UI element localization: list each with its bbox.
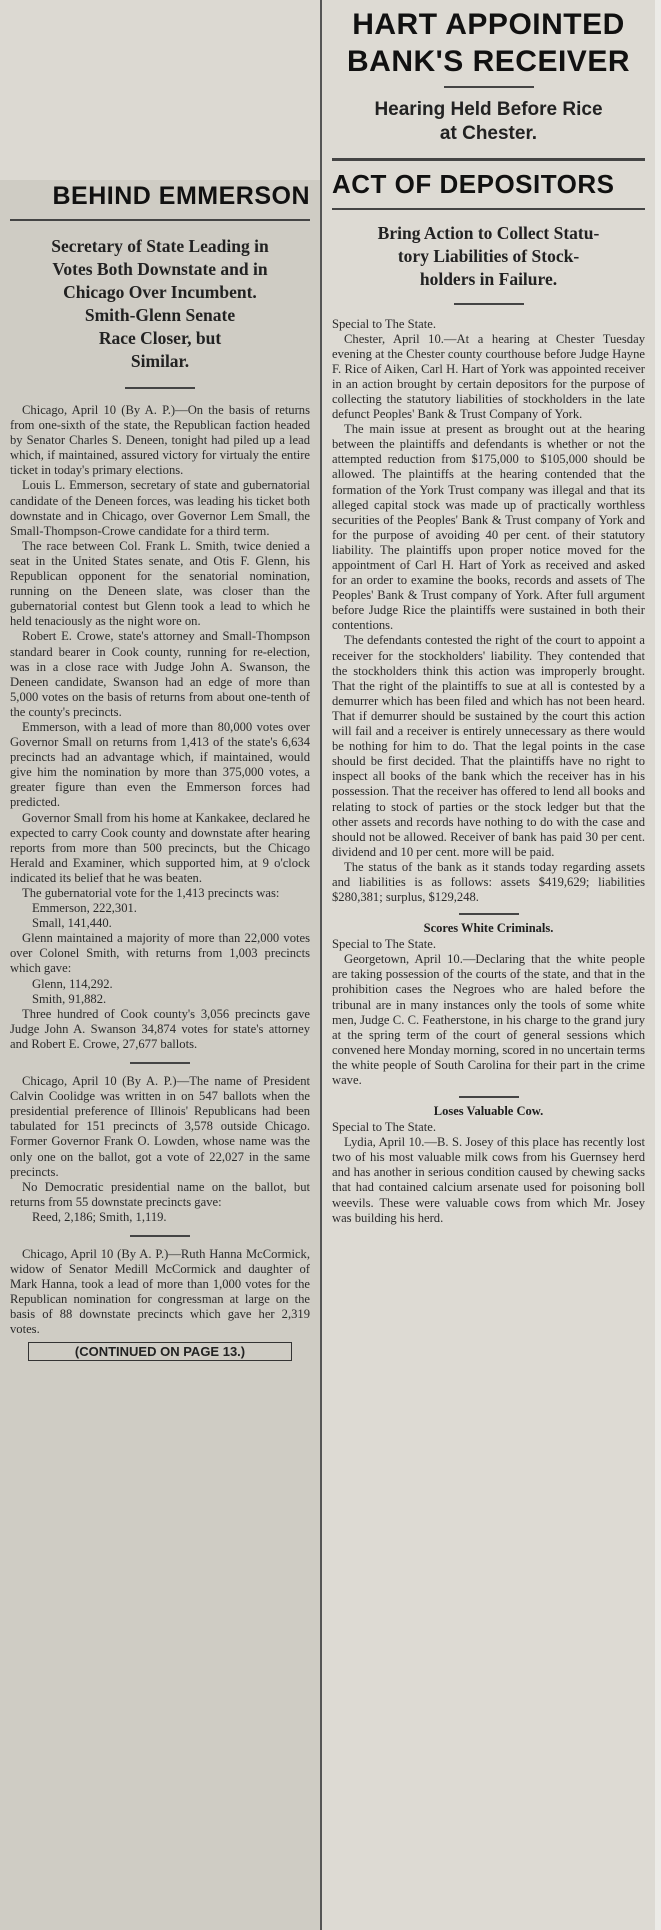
headline-act-of-depositors: ACT OF DEPOSITORS: [332, 168, 615, 199]
headline-hart-appointed: HART APPOINTED: [352, 8, 625, 41]
subhead-line-1: Hearing Held Before Rice: [374, 99, 603, 120]
story-paragraph: Chicago, April 10 (By A. P.)—On the basis of returns from one-sixth of the state, the Republican faction headed by Senator Charles S. Deneen, tonight had piled up a lead which, if maintained, assured victory for virtualy the entire ticket in today's primary elections.: [10, 403, 310, 478]
vote-line: Emmerson, 222,301.: [32, 901, 137, 916]
story-paragraph: The defendants contested the right of the court to appoint a receiver for the stockholders' liability. They contended that the stockholders think this action was improperly brought. That the right of the plaintiffs to sue at all is contested by a demurrer which has been filed and which has not been heard. That if demurrer should be sustained by the court this action will fail and a receiver is entirely unnecessary as there would be nothing for him to do. That the legal points in the case should be first decided. That the plaintiffs have no right to inspect all books of the bank which the receiver has in his possession. That the receiver has offered to lend all books and relating to stock of parties or the stock ledger but that the other assets and records have nothing to do with the case and should not be allowed. Receiver of bank has paid 30 per cent. dividend and 10 per cent. more will be paid.: [332, 633, 645, 859]
vote-line: Glenn, 114,292.: [32, 976, 113, 991]
deck-line-1: Secretary of State Leading in: [51, 236, 269, 256]
column-rule: [320, 0, 322, 1930]
right-column: [320, 0, 655, 1930]
story-paragraph: Georgetown, April 10.—Declaring that the white people are taking possession of the courts of the state, and that in the prohibition cases the Negroes who are haled before the tribunal are in many instances only the tools of some white men, Judge C. C. Featherstone, in his charge to the grand jury at the spring term of the court of general sessions which convened here Monday morning, scored in no uncertain terms the white people of South Carolina for their part in the crime wave.: [332, 952, 645, 1087]
story-paragraph: Chicago, April 10 (By A. P.)—Ruth Hanna McCormick, widow of Senator Medill McCormick and daughter of Mark Hanna, took a lead of more than 1,000 votes for the Republican nomination for congressman at large on the basis of 88 downstate precincts which gave her 2,319 votes.: [10, 1246, 310, 1337]
dateline-special: Special to The State.: [332, 1120, 436, 1135]
story-paragraph: Emmerson, with a lead of more than 80,000 votes over Governor Small on returns from 1,413 of the state's 6,634 precincts had an advantage which, if maintained, would give him the nomination by more than 375,000 votes, a greater figure than even the Emmerson forces had predicted.: [10, 719, 310, 810]
story-paragraph: Lydia, April 10.—B. S. Josey of this place has recently lost two of his most valuable milk cows from his Guernsey herd and has another in serious condition caused by chewing sacks that had contained calcium arsenate used for poisoning boll weevils. These were valuable cows from which Mr. Josey was building his herd.: [332, 1135, 645, 1225]
deck-line-6: Similar.: [130, 351, 190, 371]
story-paragraph: The main issue at present as brought out at the hearing between the plaintiffs and defendants is whether or not the attempted reduction from $175,000 to $105,000 should be allowed. The plaintiffs at the hearing contended that the formation of the York Trust company was illegal and that its alleged capital stock was made up of practically worthless securities of the Peoples' Bank & Trust company of York and for the purpose of avoiding 40 per cent. of their statutory liability. The plaintiffs upon proper notice moved for the appointment of Carl H. Hart of York as received and asked for an order to examine the books, records and assets of The Peoples' Bank & Trust company of York. After full argument before Judge Rice the plaintiffs were sustained in both their contentions.: [332, 422, 645, 633]
story-paragraph: The gubernatorial vote for the 1,413 precincts was:: [22, 886, 280, 900]
dateline-special: Special to The State.: [332, 937, 436, 952]
story-paragraph: Chester, April 10.—At a hearing at Chester Tuesday evening at the Chester county courthouse before Judge Hayne F. Rice of Aiken, Carl H. Hart of York was appointed receiver in an action brought by certain depositors for the purpose of collecting the statutory liabilities of stockholders in the late defunct Peoples' Bank & Trust Company of York.: [332, 331, 645, 422]
story-paragraph: The race between Col. Frank L. Smith, twice denied a seat in the United States senate, and Otis F. Glenn, his Republican opponent for the senatorial nomination, running on the Deneen slate, was closer than the gubernatorial contest but Glenn took a lead to which he held tenaciously as the night wore on.: [10, 538, 310, 629]
story-paragraph: Robert E. Crowe, state's attorney and Small-Thompson standard bearer in Cook county, running for re-election, was in a close race with Judge John A. Swanson, the Deneen candidate, Swanson had an edge of more than 5,000 votes on the basis of returns from about one-tenth of the county's precincts.: [10, 629, 310, 719]
deck-line-2: tory Liabilities of Stock-: [397, 245, 580, 266]
headline-banks-receiver: BANK'S RECEIVER: [346, 45, 630, 78]
story-paragraph: Louis L. Emmerson, secretary of state and gubernatorial candidate of the Deneen forces, was leading his ticket both downstate and in Chicago, over Governor Lem Small, the Small-Thompson-Crowe candidate for a third term.: [10, 478, 310, 538]
continued-on-page-notice: (CONTINUED ON PAGE 13.): [28, 1342, 292, 1361]
emmerson-story-body: [10, 403, 310, 1052]
vote-line: Smith, 91,882.: [32, 991, 107, 1006]
story-paragraph: The status of the bank as it stands today regarding assets and liabilities is as follows: assets $419,629; liabilities $280,381; surplus, $129,248.: [332, 859, 645, 905]
section-divider: [130, 1235, 190, 1237]
brief-divider: [459, 1096, 519, 1098]
scores-white-criminals-body: [332, 937, 645, 1088]
brief-title-loses-valuable-cow: Loses Valuable Cow.: [433, 1104, 544, 1119]
story-paragraph: No Democratic presidential name on the ballot, but returns from 55 downstate precincts gave:: [10, 1179, 310, 1209]
deck-line-5: Race Closer, but: [98, 328, 222, 348]
headline-rule: [10, 219, 310, 221]
deck-line-3: holders in Failure.: [419, 268, 558, 289]
loses-valuable-cow-body: [332, 1120, 645, 1226]
coolidge-story-body: [10, 1074, 310, 1225]
deck-line-2: Votes Both Downstate and in: [52, 259, 268, 279]
subhead-line-2: at Chester.: [439, 123, 538, 144]
deck-rule: [332, 208, 645, 210]
left-column: [0, 180, 320, 1930]
headline-rule: [444, 86, 534, 88]
story-paragraph: Three hundred of Cook county's 3,056 precincts gave Judge John A. Swanson 34,874 votes for state's attorney and Robert E. Crowe, 27,677 ballots.: [10, 1006, 310, 1051]
deck-line-4: Smith-Glenn Senate: [84, 305, 236, 325]
deck-line-1: Bring Action to Collect Statu-: [377, 222, 600, 243]
deck-divider: [125, 387, 195, 389]
dateline-special: Special to The State.: [332, 316, 436, 331]
brief-title-scores-white-criminals: Scores White Criminals.: [423, 921, 554, 936]
story-paragraph: Governor Small from his home at Kankakee, declared he expected to carry Cook county and downstate after hearing reports from more than 500 precincts, but the Chicago Herald and Examiner, which supported him, at 9 o'clock indicated its belief that he was beaten.: [10, 810, 310, 885]
hart-story-body: [332, 317, 645, 906]
section-divider: [130, 1062, 190, 1064]
deck-divider: [454, 303, 524, 305]
story-paragraph: Glenn maintained a majority of more than 22,000 votes over Colonel Smith, with returns from 1,003 precincts which gave:: [10, 931, 310, 976]
vote-line: Reed, 2,186; Smith, 1,119.: [32, 1209, 167, 1224]
mccormick-story-body: [10, 1247, 310, 1338]
page-edge: [655, 0, 661, 1930]
subhead-rule: [332, 158, 645, 161]
brief-divider: [459, 913, 519, 915]
story-paragraph: Chicago, April 10 (By A. P.)—The name of President Calvin Coolidge was written in on 547 ballots when the presidential preference of Illinois' Republicans had been tabulated for 151 precincts of 3,578 outside Chicago. Former Governor Frank O. Lowden, whose name was the only one on the ballot, got a vote of 22,027 in the same precincts.: [10, 1074, 310, 1179]
headline-behind-emmerson: BEHIND EMMERSON: [52, 182, 310, 210]
deck-line-3: Chicago Over Incumbent.: [63, 282, 257, 302]
vote-line: Small, 141,440.: [32, 916, 112, 931]
